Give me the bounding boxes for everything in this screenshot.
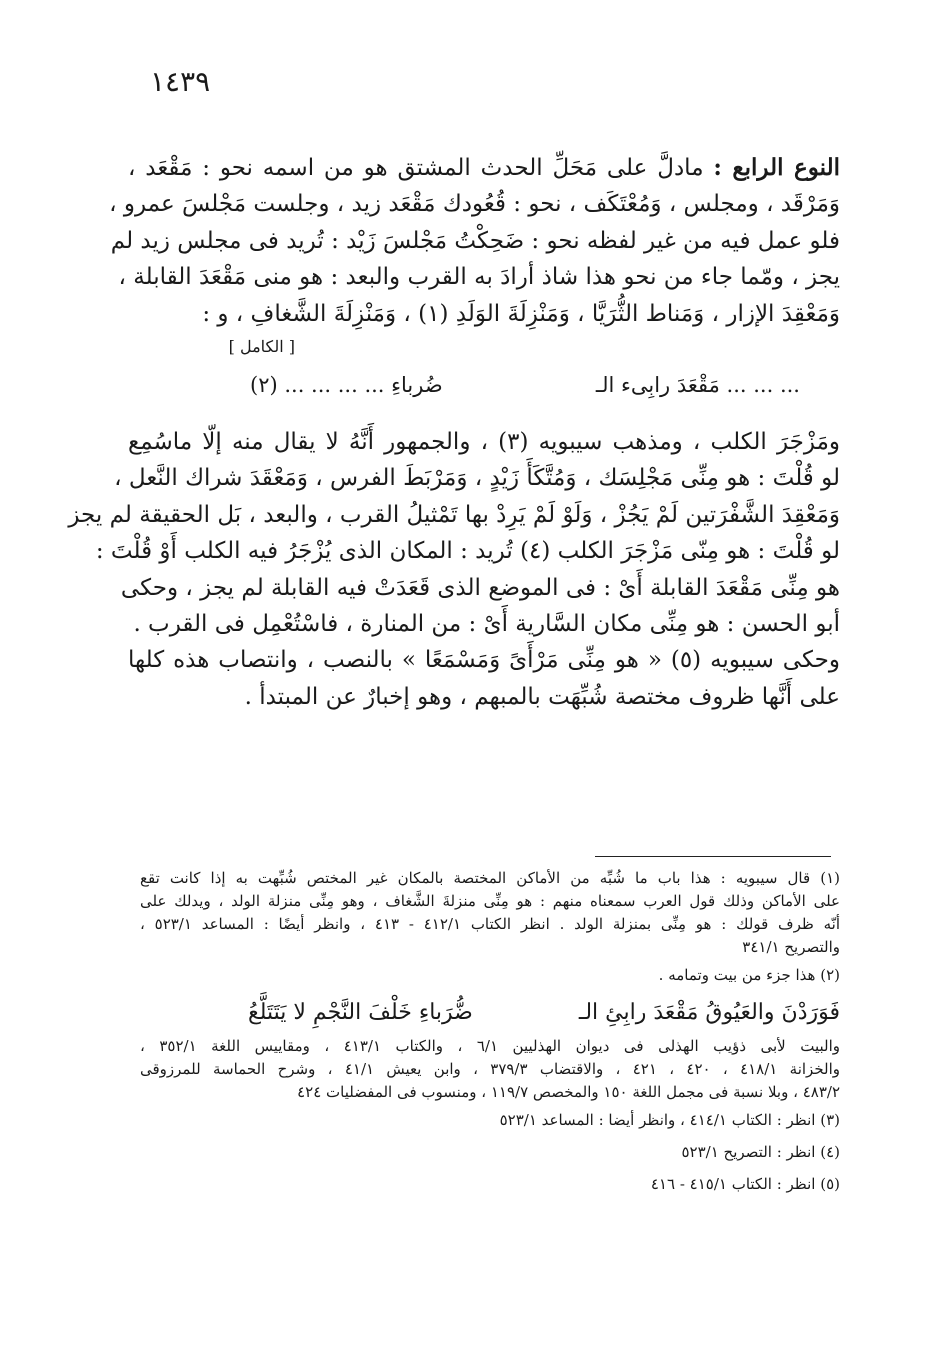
footnotes xyxy=(140,867,840,1200)
footnote-line: أنّه ظرف قولك : هو مِنِّى بمنزلة الولد . انظر الكتاب ٤١٢/١ - ٤١٣ ، وانظر أيضًا : المساعد ٥٢٣/١ ، xyxy=(140,915,840,933)
section-heading: النوع الرابع : xyxy=(713,154,840,181)
footnote-line: (٤) انظر : التصريح ٥٢٣/١ xyxy=(681,1143,840,1161)
text-line: لو قُلْتَ : هو مِنّى مَزْجَرَ الكلب (٤) تُريد : المكان الذى يُزْجَرُ فيه الكلب أَوْ قُلْتَ : xyxy=(95,538,840,565)
main-text xyxy=(68,150,840,715)
footnote-line: ٤٨٣/٢ ، وبلا نسبة فى مجمل اللغة ١٥٠ والمخصص ١١٩/٧ ، ومنسوب فى المفضليات ٤٢٤ xyxy=(297,1083,840,1101)
footnote-line: (٣) انظر : الكتاب ٤١٤/١ ، وانظر أيضا : المساعد ٥٢٣/١ xyxy=(499,1111,840,1129)
text-line: على أَنَّها ظروف مختصة شُبِّهَت بالمبهم ، وهو إخبارٌ عن المبتدأ . xyxy=(244,683,840,710)
page-number: ١٤٣٩ xyxy=(150,65,211,98)
verse xyxy=(128,360,840,410)
text-segment: مادلَّ على مَحَلِّ الحدث المشتق هو من اسمه نحو : مَقْعَد ، xyxy=(128,155,704,181)
text-line: هو مِنِّى مَقْعَدَ القابلة أَىْ : فى الموضع الذى قَعَدَتْ فيه القابلة لم يجز ، وحكى xyxy=(120,574,840,601)
footnote-line: والبيت لأبى ذؤيب الهذلى فى ديوان الهذليين ٦/١ ، والكتاب ٤١٣/١ ، ومقاييس اللغة ٣٥٢/١ ، xyxy=(140,1037,840,1055)
footnote-separator xyxy=(595,856,831,857)
footnote-line: والخزانة ٤١٨/١ ، ٤٢٠ ، ٤٢١ ، والاقتضاب ٣٧٩/٣ ، وابن يعيش ٤١/١ ، وشرح الحماسة للمرزوقى xyxy=(140,1060,840,1078)
text-line: يجز ، ومّما جاء من نحو هذا شاذ أرادَ به القرب والبعد : هو منى مَقْعَدَ القابلة ، xyxy=(118,264,840,291)
text-line: وَمَرْقَد ، ومجلس ، وَمُعْتَكَف ، نحو : قُعُودك مَقْعَد زيد ، وجلست مَجْلسَ عمرو ، xyxy=(109,191,840,218)
footnote-line: والتصريح ٣٤١/١ xyxy=(742,938,840,956)
verse-second-hemistich: ضُّرَباءِ خَلْفَ النَّجْمِ لا يَتَتَلَّعُ xyxy=(248,1000,473,1025)
text-line xyxy=(128,150,840,186)
meter-label: [ الكامل ] xyxy=(228,336,295,356)
text-line: وحكى سيبويه (٥) « هو مِنِّى مَرْأَىً وَمَسْمَعًا » بالنصب ، وانتصاب هذه كلها xyxy=(128,647,840,674)
text-line: لو قُلْتَ : هو مِنِّى مَجْلِسَك ، وَمُتَّكَأَ زَيْدٍ ، وَمَرْبَطَ الفرس ، وَمَعْقَدَ شراك النَّعل ، xyxy=(114,465,840,492)
verse-second-hemistich: ضُرباءِ ... ... ... ... (٢) xyxy=(250,372,443,397)
footnote-line: (٥) انظر : الكتاب ٤١٥/١ - ٤١٦ xyxy=(650,1175,840,1193)
footnote-line: على الأماكن وذلك قول العرب سمعناه منهم : هو مِنِّى منزلةَ الشَّغاف ، وهو مِنِّى منزلة الولد ، ويدلك على xyxy=(140,892,840,910)
spacer xyxy=(128,410,840,424)
footnote-verse xyxy=(140,991,840,1035)
footnote-line: (٢) هذا جزء من بيت وتمامه . xyxy=(658,966,840,984)
text-line: أبو الحسن : هو مِنِّى مكان السَّارية أَىْ : من المنارة ، فاسْتُعْمِل فى القرب . xyxy=(133,610,840,637)
verse-first-hemistich: فَوَرَدْنَ والعَيُوقُ مَقْعَدَ رابِئِ الـ xyxy=(578,1000,840,1025)
text-line: وَمَعْقِدَ الإزار ، وَمَناط الثُّرَيَّا ، وَمَنْزِلَةَ الوَلَدِ (١) ، وَمَنْزِلَةَ الشَّغافِ ، و : xyxy=(202,300,840,327)
text-line: فلو عمل فيه من غير لفظه نحو : ضَحِكْتُ مَجْلسَ زَيْد : تُريد فى مجلس زيد لم xyxy=(110,227,840,254)
text-line: وَمَعْقِدَ الشَّفْرَتين لَمْ يَجُزْ ، وَلَوْ لَمْ يَرِدْ بها تَمْثيلُ القرب ، والبعد ، بَل الحقيقة لم يجز xyxy=(68,501,840,528)
footnote-line: (١) قال سيبويه : هذا باب ما شُبِّه من الأماكن المختصة بالمكان غير المختص شُبِّهت به إذا كانت تقع xyxy=(140,869,840,887)
verse-first-hemistich: ... ... ... مَقْعَدَ رابِىء الـ xyxy=(595,372,800,397)
text-line: ومَزْجَرَ الكلب ، ومذهب سيبويه (٣) ، والجمهور أَنَّهُ لا يقال منه إلّا ماسُمِع xyxy=(128,428,840,455)
